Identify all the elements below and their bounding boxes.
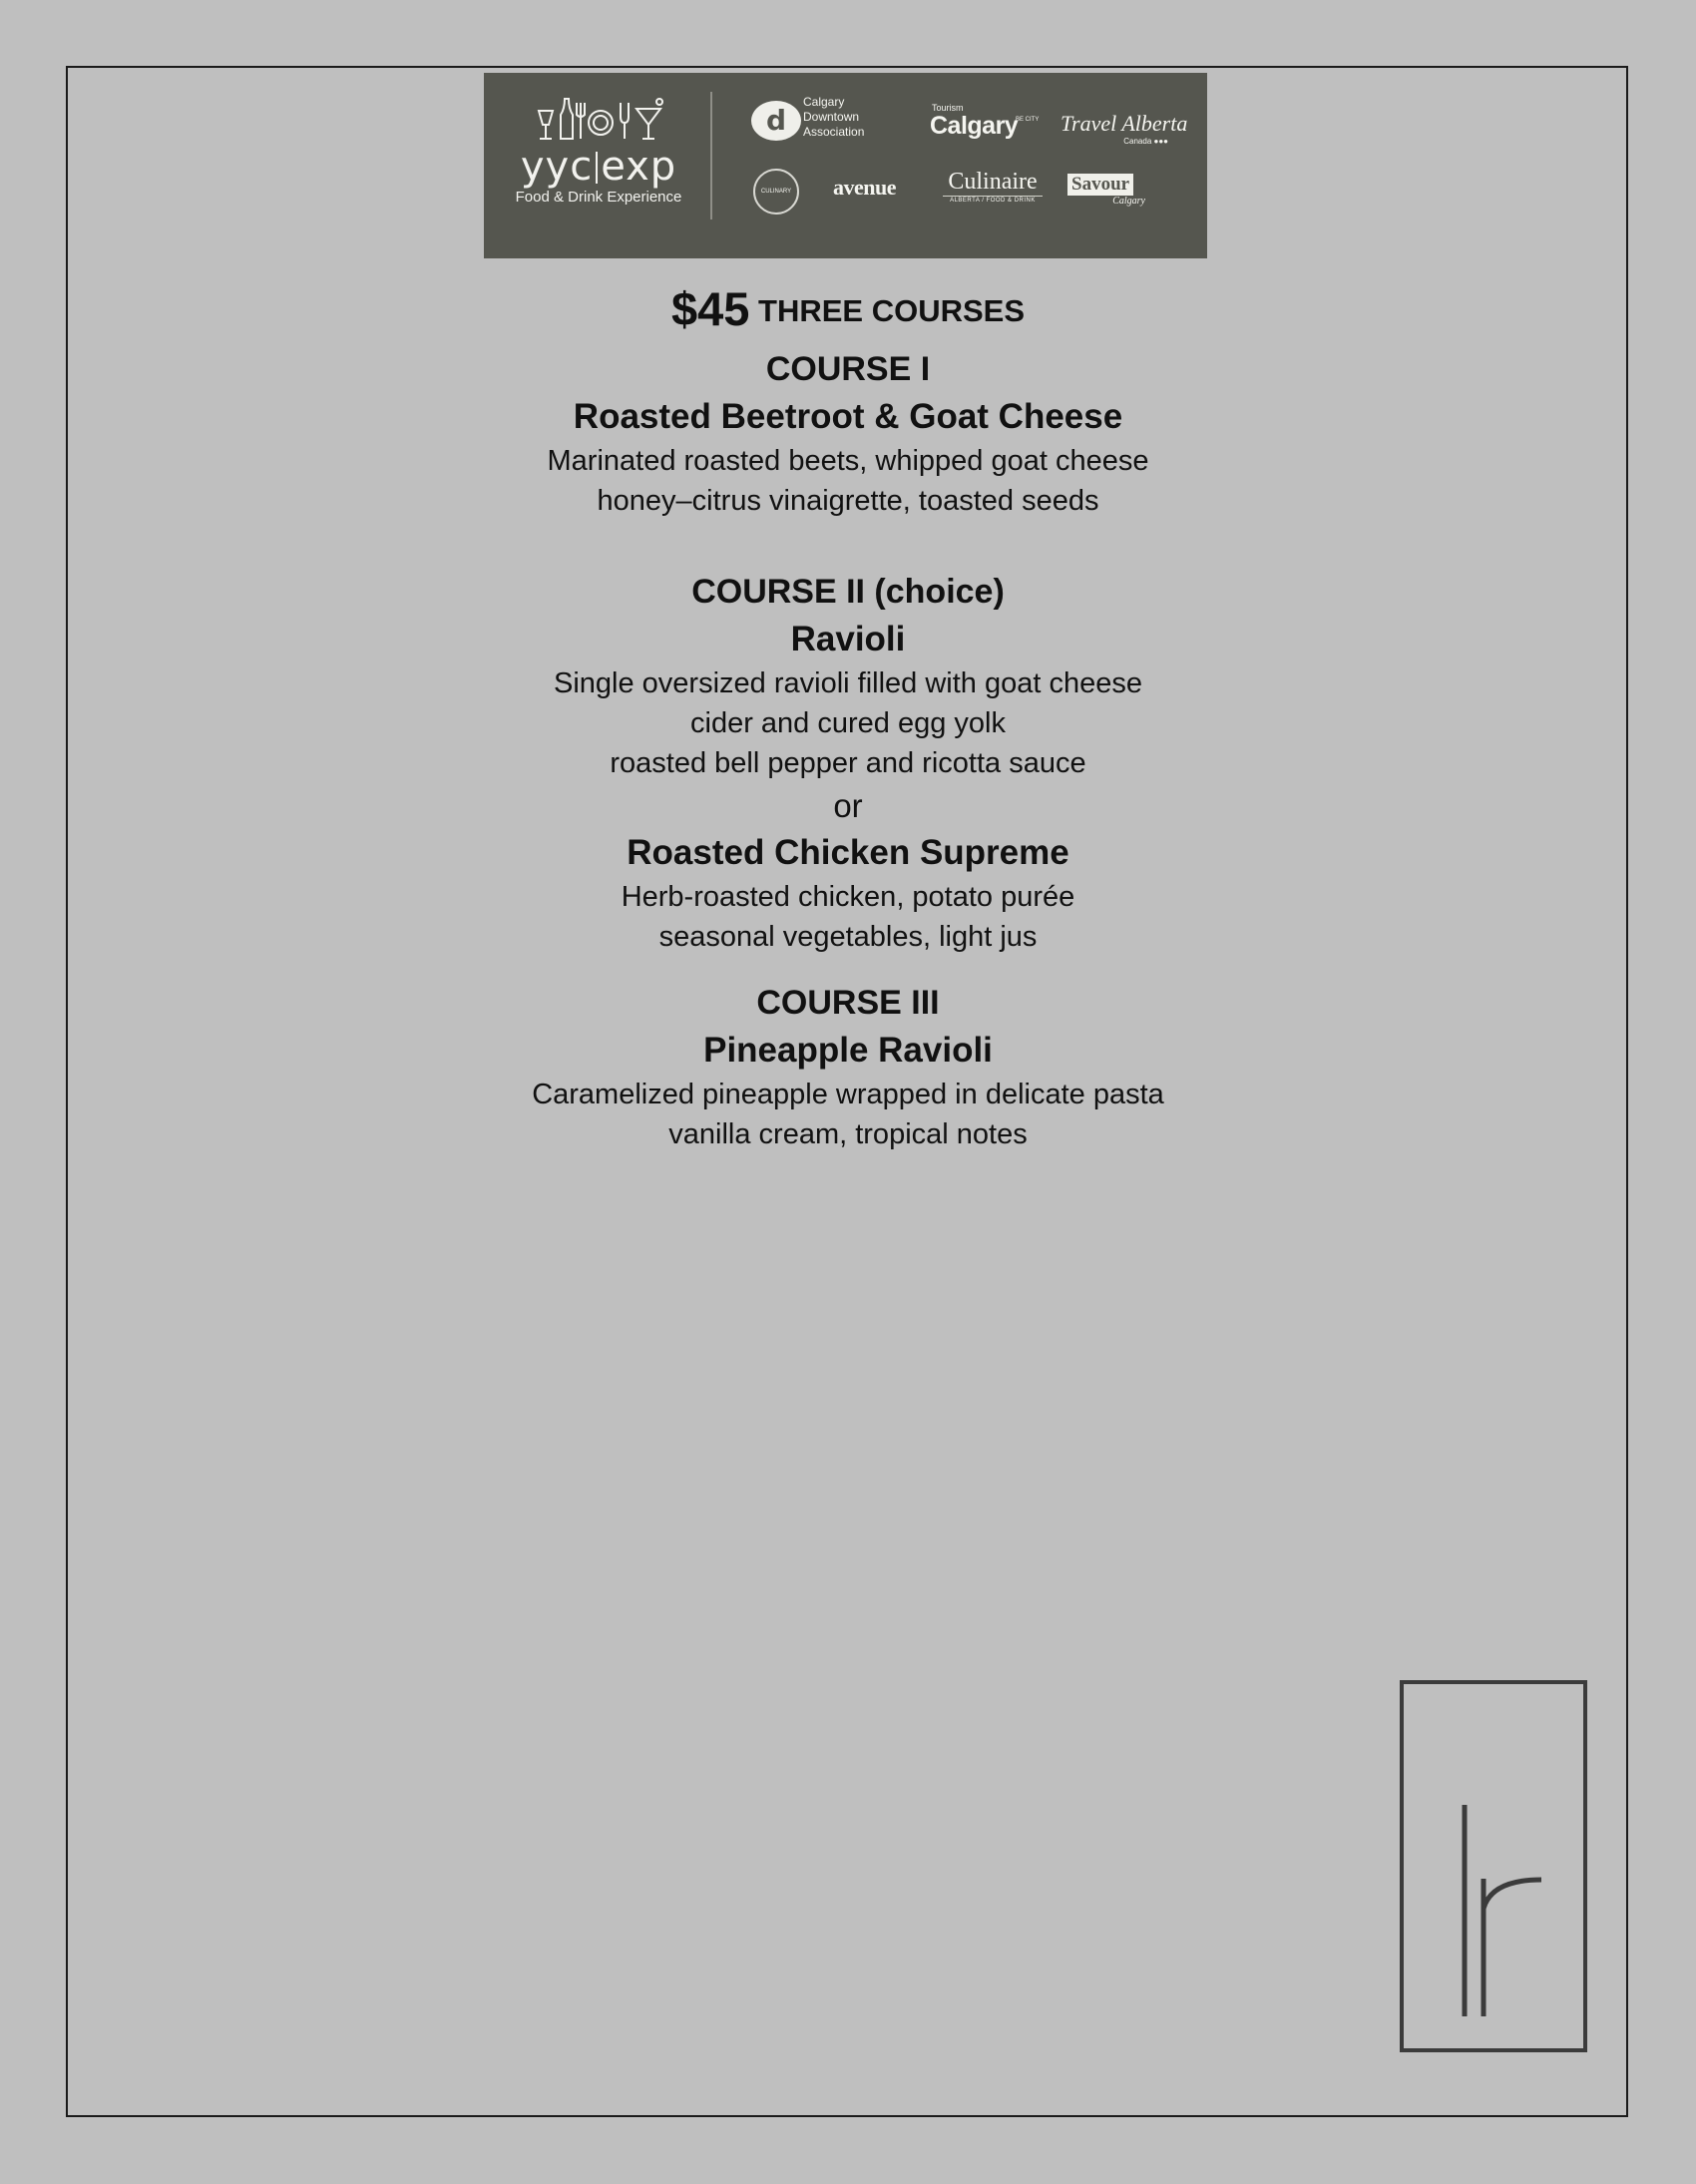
cda-line-1: Calgary: [803, 95, 845, 109]
course-3-desc-line: vanilla cream, tropical notes: [668, 1118, 1028, 1150]
course-2-option-1-desc-line: Single oversized ravioli filled with goat cheese: [554, 667, 1142, 699]
course-3-label: COURSE III: [756, 984, 940, 1022]
savour-sub: Calgary: [1112, 196, 1145, 207]
course-1-label: COURSE I: [765, 350, 931, 388]
savour-main: Savour: [1067, 174, 1133, 196]
lr-monogram-icon: [1404, 1684, 1583, 2048]
calgary-downtown-association-logo: [751, 95, 871, 151]
course-2-option-1-desc-line: cider and cured egg yolk: [690, 707, 1006, 739]
course-2-option-2-desc-line: seasonal vegetables, light jus: [658, 921, 1038, 953]
course-1: [384, 345, 1312, 521]
tourism-calgary-small: Tourism: [932, 103, 964, 113]
tourism-calgary-main: Calgary: [930, 112, 1019, 140]
culinary-seal-logo: [753, 169, 799, 215]
travel-alberta-main: Travel Alberta: [1060, 111, 1188, 136]
culinary-seal-text: CULINARY: [760, 189, 792, 195]
price-label: THREE COURSES: [758, 293, 1026, 328]
course-3-desc-line: Caramelized pineapple wrapped in delicate pasta: [532, 1079, 1164, 1110]
banner-divider: [710, 92, 712, 219]
course-2-option-1-dish: Ravioli: [790, 620, 906, 658]
avenue-logo: avenue: [833, 175, 896, 200]
course-3: [384, 979, 1312, 1154]
course-2-option-1-desc-line: roasted bell pepper and ricotta sauce: [610, 747, 1086, 779]
course-1-dish: Roasted Beetroot & Goat Cheese: [573, 397, 1123, 436]
price-amount: $45: [670, 282, 750, 335]
course-2: [384, 568, 1312, 957]
price-heading: [384, 279, 1312, 341]
course-2-label: COURSE II (choice): [691, 573, 1005, 611]
travel-alberta-sub: Canada ●●●: [1123, 137, 1168, 146]
course-3-dish: Pineapple Ravioli: [703, 1031, 993, 1070]
menu: [384, 279, 1312, 1154]
course-2-option-2-desc-line: Herb-roasted chicken, potato purée: [621, 881, 1075, 913]
travel-alberta-logo: [1060, 111, 1190, 146]
lr-monogram-logo: [1400, 1680, 1587, 2052]
savour-calgary-logo: [1067, 174, 1145, 207]
yycexp-tagline: Food & Drink Experience: [515, 189, 682, 206]
drinkware-icon: [529, 93, 668, 145]
cda-line-3: Association: [803, 125, 865, 139]
culinaire-logo: [943, 169, 1043, 204]
course-1-desc-line: Marinated roasted beets, whipped goat cheese: [547, 445, 1149, 477]
course-1-desc-line: honey–citrus vinaigrette, toasted seeds: [597, 485, 1099, 517]
yycexp-logo: [504, 93, 693, 232]
culinaire-main: Culinaire: [948, 169, 1038, 195]
course-2-option-2-dish: Roasted Chicken Supreme: [627, 833, 1069, 872]
sponsor-banner: [484, 73, 1207, 258]
tourism-calgary-logo: [930, 103, 1040, 139]
culinaire-sub: ALBERTA / FOOD & DRINK: [943, 196, 1043, 204]
cda-mark-icon: d: [751, 101, 801, 141]
cda-line-2: Downtown: [803, 110, 860, 124]
yycexp-wordmark: yyc exp: [520, 144, 677, 190]
course-2-or: or: [833, 787, 863, 824]
tourism-calgary-tiny: BE CITY: [1016, 117, 1040, 123]
